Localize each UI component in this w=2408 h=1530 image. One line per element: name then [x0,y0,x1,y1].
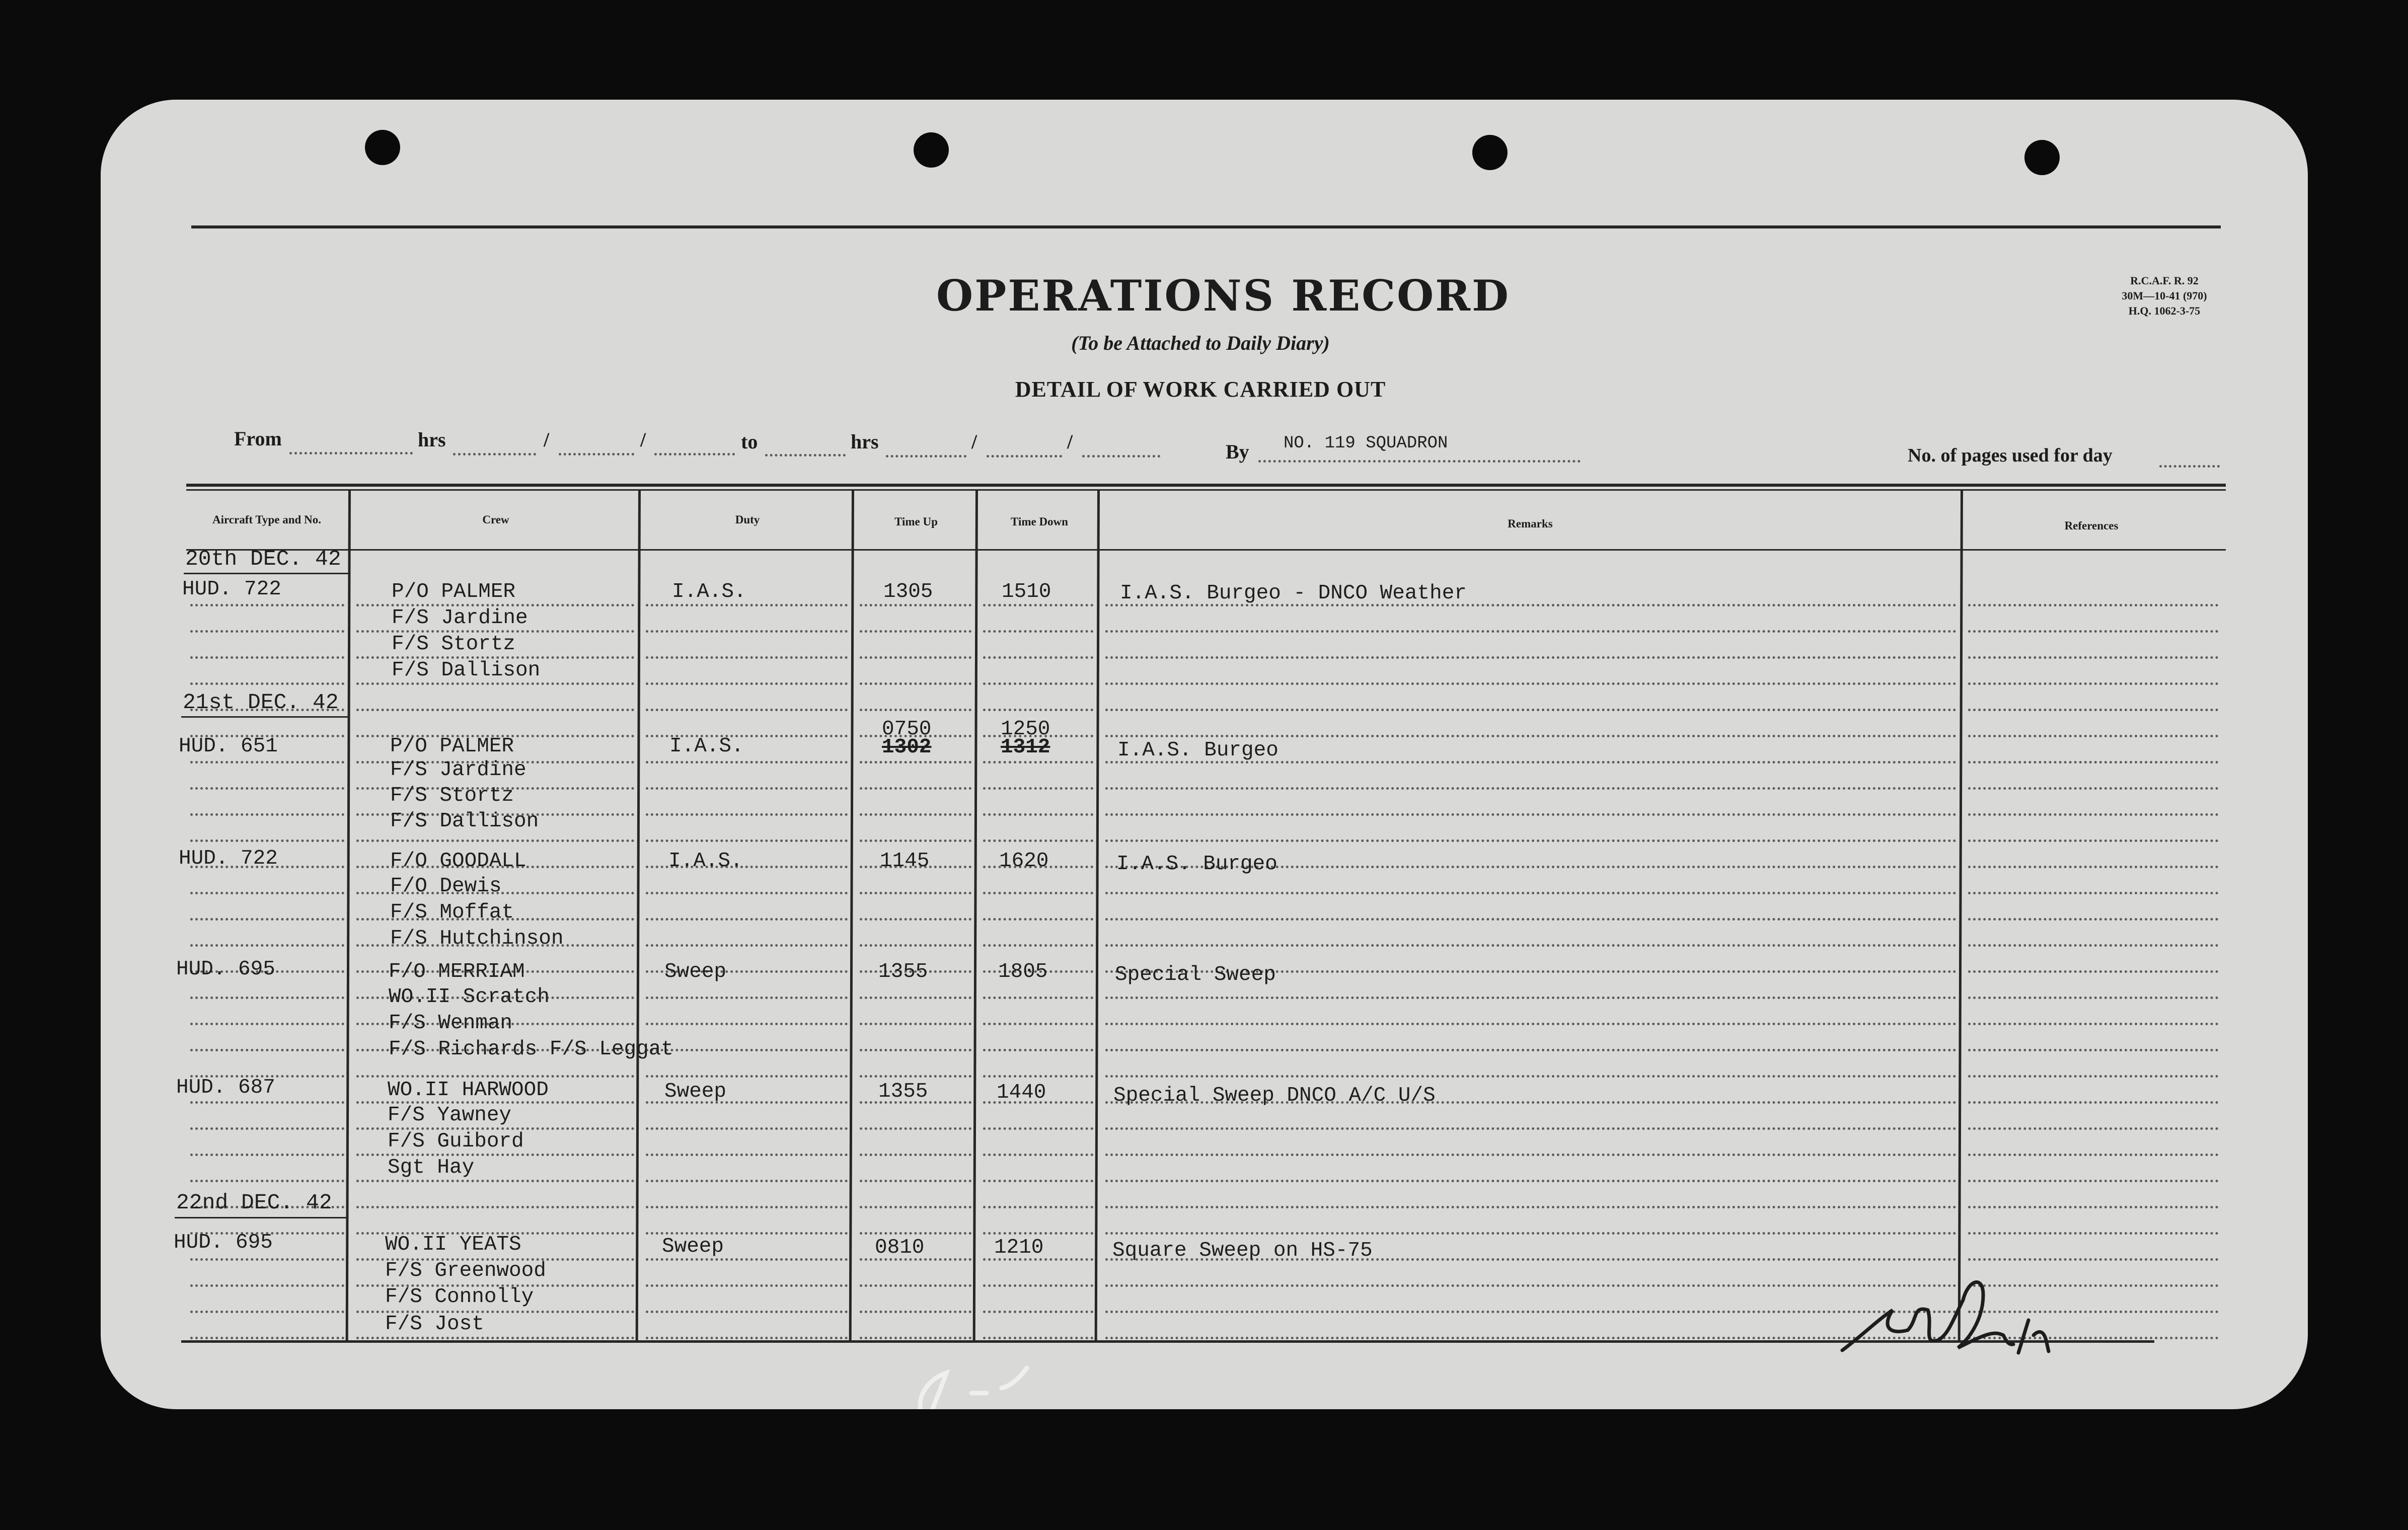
to-field-year [1082,455,1160,457]
row-guide [983,839,1093,842]
row-guide [356,1180,634,1182]
row-guide [646,630,848,633]
binder-hole [365,130,400,165]
row-guide [190,1258,344,1261]
column-divider [973,490,978,1340]
row-guide [646,1154,848,1156]
row-guide [860,761,971,763]
top-rule [191,225,2221,228]
row-guide [646,787,848,790]
row-guide [983,892,1093,894]
by-label: By [1226,440,1249,463]
row-guide [1968,630,2218,633]
row-guide [1968,1101,2218,1104]
row-guide [983,1284,1093,1287]
from-field-year [654,453,735,455]
crew-member: F/O GOODALL [390,850,526,873]
row-guide [860,1023,971,1025]
hrs-label: hrs [418,428,446,451]
remarks: I.A.S. Burgeo - DNCO Weather [1120,582,1467,605]
form-code [2089,273,2240,319]
row-guide [1968,604,2218,606]
crew-member: F/S Richards F/S Leggat [389,1038,673,1061]
row-guide [1105,630,1956,633]
crew-member: WO.II YEATS [385,1233,521,1256]
row-guide [983,1180,1093,1182]
time-down: 1620 [999,850,1049,873]
row-guide [983,1206,1093,1208]
row-guide [190,1101,344,1104]
row-guide [1105,1023,1956,1025]
crew-member: F/S Connolly [385,1285,534,1309]
row-guide [860,892,971,894]
row-guide [860,1049,971,1051]
row-guide [983,1049,1093,1051]
row-guide [1105,1049,1956,1051]
time-up: 0810 [875,1236,925,1259]
crew-member: P/O PALMER [392,580,516,603]
row-guide [1968,839,2218,842]
row-guide [860,1075,971,1078]
row-guide [860,1206,971,1208]
column-divider [1095,490,1100,1340]
time-up: 1145 [880,850,930,873]
row-guide [1968,997,2218,999]
row-guide [983,918,1093,921]
row-guide [646,1127,848,1130]
row-guide [860,682,971,685]
row-guide [983,682,1093,685]
row-guide [190,682,344,685]
row-guide [983,1127,1093,1130]
row-guide [646,1337,848,1339]
row-guide [356,839,634,842]
row-guide [983,787,1093,790]
row-guide [646,1284,848,1287]
row-guide [860,839,971,842]
row-guide [1105,709,1956,711]
row-guide [1968,709,2218,711]
row-guide [190,630,344,633]
aircraft-number: HUD. 687 [176,1076,275,1099]
crew-member: F/S Wenman [389,1012,513,1035]
time-down: 1250 [1001,718,1050,741]
row-guide [356,1075,634,1078]
row-guide [190,1284,344,1287]
crew-member: P/O PALMER [390,735,514,758]
handwritten-signature [1832,1260,2094,1360]
binder-hole [2024,140,2060,175]
row-guide [646,761,848,763]
row-guide [646,709,848,711]
row-guide [860,944,971,947]
crew-member: F/O MERRIAM [389,960,525,983]
row-guide [860,787,971,790]
row-guide [190,839,344,842]
crew-member: F/S Jost [385,1313,484,1336]
crew-member: F/S Yawney [388,1104,512,1127]
to-field-month [987,455,1062,457]
row-guide [1968,918,2218,921]
pages-used-field [2159,465,2220,468]
binder-hole [914,132,949,168]
row-guide [860,1284,971,1287]
form-code-line: R.C.A.F. R. 92 [2130,274,2199,287]
row-guide [860,1232,971,1235]
row-guide [1968,761,2218,763]
remarks: Special Sweep [1115,963,1276,986]
row-guide [983,1023,1093,1025]
from-label: From [234,427,282,450]
duty: Sweep [662,1235,724,1258]
to-label: to [741,430,758,453]
column-header-time-down: Time Down [1011,515,1068,528]
row-guide [190,761,344,763]
row-guide [860,1337,971,1339]
row-guide [1968,1023,2218,1025]
row-guide [190,1154,344,1156]
date-underline [181,716,350,718]
time-up-struck: 1302 [882,736,932,759]
crew-member: F/S Hutchinson [390,927,564,950]
row-guide [983,604,1093,606]
row-guide [983,656,1093,659]
row-guide [860,630,971,633]
row-guide [190,1180,344,1182]
crew-member: F/S Stortz [392,633,516,656]
aircraft-number: HUD. 695 [176,958,275,981]
to-field-day [886,455,966,457]
column-divider [1958,490,1963,1340]
date-separator: / [1067,430,1073,453]
date-separator: / [971,430,977,453]
row-guide [1968,1232,2218,1235]
duty: Sweep [664,1080,727,1103]
row-guide [1105,1311,1956,1313]
row-guide [983,1154,1093,1156]
column-header-duty: Duty [735,513,760,526]
operations-record-sheet [101,100,2308,1409]
crew-member: WO.II Scratch [389,985,550,1009]
row-guide [646,1049,848,1051]
row-guide [646,918,848,921]
row-guide [646,1180,848,1182]
row-guide [1105,787,1956,790]
row-guide [190,1337,344,1339]
crew-member: F/S Dallison [390,810,539,833]
row-guide [1968,787,2218,790]
crew-member: WO.II HARWOOD [388,1079,549,1102]
aircraft-number: HUD. 722 [179,847,278,870]
row-guide [1105,892,1956,894]
duty: Sweep [664,960,727,983]
row-guide [646,1075,848,1078]
row-guide [860,604,971,606]
row-guide [646,813,848,816]
row-guide [1968,970,2218,973]
from-field-day [453,453,536,455]
row-guide [1105,1075,1956,1078]
row-guide [1968,1206,2218,1208]
column-header-time-up: Time Up [894,515,938,528]
date-underline [184,573,350,574]
row-guide [860,997,971,999]
time-down: 1210 [994,1236,1044,1259]
row-guide [190,918,344,921]
crew-member: F/S Dallison [392,659,541,682]
row-guide [1105,1284,1956,1287]
crew-member: F/S Guibord [388,1130,524,1153]
row-guide [646,682,848,685]
row-guide [646,839,848,842]
page-title: OPERATIONS RECORD [936,271,1510,321]
row-guide [1968,866,2218,868]
row-guide [1105,1337,1956,1339]
row-guide [1105,1180,1956,1182]
row-guide [1968,944,2218,947]
row-guide [983,709,1093,711]
row-guide [983,944,1093,947]
row-guide [646,1311,848,1313]
row-guide [1105,1232,1956,1235]
column-divider [346,490,351,1340]
row-guide [356,709,634,711]
crew-member: F/S Jardine [390,758,526,782]
date-underline [175,1217,348,1218]
binder-hole [1472,135,1508,170]
aircraft-number: HUD. 695 [174,1231,273,1254]
by-value: NO. 119 SQUADRON [1284,434,1448,453]
row-guide [646,997,848,999]
form-code-line: 30M—10-41 (970) [2122,289,2207,302]
row-guide [190,944,344,947]
row-guide [983,1232,1093,1235]
section-title: DETAIL OF WORK CARRIED OUT [1015,377,1386,402]
time-down: 1805 [998,960,1048,983]
row-guide [1968,656,2218,659]
row-guide [860,813,971,816]
row-guide [860,709,971,711]
date-heading: 20th DEC. 42 [185,547,341,571]
date-separator: / [640,428,646,451]
column-header-crew: Crew [482,513,509,526]
crew-member: Sgt Hay [388,1156,475,1179]
row-guide [356,1206,634,1208]
time-up: 0750 [882,718,932,741]
row-guide [190,997,344,999]
row-guide [1968,1075,2218,1078]
row-guide [646,1023,848,1025]
row-guide [1105,735,1956,737]
remarks: I.A.S. Burgeo [1116,853,1277,876]
row-guide [1968,1127,2218,1130]
page-subtitle: (To be Attached to Daily Diary) [1071,332,1330,354]
duty: I.A.S. [672,580,746,603]
row-guide [1105,918,1956,921]
row-guide [190,813,344,816]
row-guide [860,1180,971,1182]
from-field [289,452,413,454]
row-guide [1968,892,2218,894]
time-down: 1440 [997,1081,1046,1104]
row-guide [646,1258,848,1261]
crew-member: F/S Greenwood [385,1259,546,1282]
column-header-references: References [2064,519,2119,532]
time-down: 1510 [1002,580,1051,603]
time-up: 1355 [878,960,928,983]
column-header-rule [186,549,2226,551]
remarks: Square Sweep on HS-75 [1112,1239,1373,1262]
row-guide [860,1154,971,1156]
hrs-label: hrs [851,430,879,453]
aircraft-number: HUD. 651 [179,735,278,758]
row-guide [646,1232,848,1235]
row-guide [1105,1127,1956,1130]
time-up: 1355 [878,1080,928,1103]
row-guide [190,1127,344,1130]
row-guide [1968,735,2218,737]
crew-member: F/S Stortz [390,784,514,807]
row-guide [860,1127,971,1130]
time-down-struck: 1312 [1001,736,1050,759]
row-guide [860,656,971,659]
row-guide [646,604,848,606]
column-header-remarks: Remarks [1508,517,1553,530]
row-guide [1105,682,1956,685]
pages-used-label: No. of pages used for day [1908,445,2113,466]
row-guide [190,1311,344,1313]
row-guide [356,682,634,685]
remarks: I.A.S. Burgeo [1117,739,1278,762]
row-guide [190,1049,344,1051]
date-heading: 21st DEC. 42 [183,690,339,715]
row-guide [1968,682,2218,685]
duty: I.A.S. [668,850,743,873]
row-guide [1105,656,1956,659]
date-heading: 22nd DEC. 42 [176,1190,332,1215]
row-guide [860,918,971,921]
duty: I.A.S. [669,735,744,758]
row-guide [190,892,344,894]
row-guide [983,630,1093,633]
remarks: Special Sweep DNCO A/C U/S [1113,1084,1436,1107]
row-guide [983,997,1093,999]
row-guide [190,1023,344,1025]
row-guide [1105,1206,1956,1208]
scuff-mark [911,1358,1042,1409]
crew-member: F/S Jardine [392,606,528,630]
row-guide [646,656,848,659]
crew-member: F/O Dewis [390,875,502,898]
row-guide [1968,1180,2218,1182]
row-guide [1968,813,2218,816]
row-guide [190,787,344,790]
date-separator: / [544,428,550,451]
column-header-aircraft: Aircraft Type and No. [212,513,321,526]
column-divider [636,490,641,1340]
row-guide [983,1075,1093,1078]
row-guide [1105,1154,1956,1156]
from-field-month [559,453,634,455]
table-top-rule [186,484,2226,487]
row-guide [1105,813,1956,816]
row-guide [983,813,1093,816]
by-field [1258,460,1581,463]
time-up: 1305 [883,580,933,603]
crew-member: F/S Moffat [390,901,514,924]
row-guide [983,1311,1093,1313]
row-guide [1105,944,1956,947]
row-guide [646,892,848,894]
row-guide [983,1337,1093,1339]
row-guide [1968,1154,2218,1156]
row-guide [983,761,1093,763]
to-field [765,454,846,456]
row-guide [646,1206,848,1208]
row-guide [646,944,848,947]
form-code-line: H.Q. 1062-3-75 [2128,304,2201,317]
table-top-rule [186,489,2226,491]
row-guide [860,1311,971,1313]
aircraft-number: HUD. 722 [182,578,281,601]
column-divider [849,490,854,1340]
row-guide [1105,839,1956,842]
row-guide [1105,997,1956,999]
row-guide [190,604,344,606]
row-guide [356,1337,634,1339]
row-guide [1968,1049,2218,1051]
row-guide [190,656,344,659]
